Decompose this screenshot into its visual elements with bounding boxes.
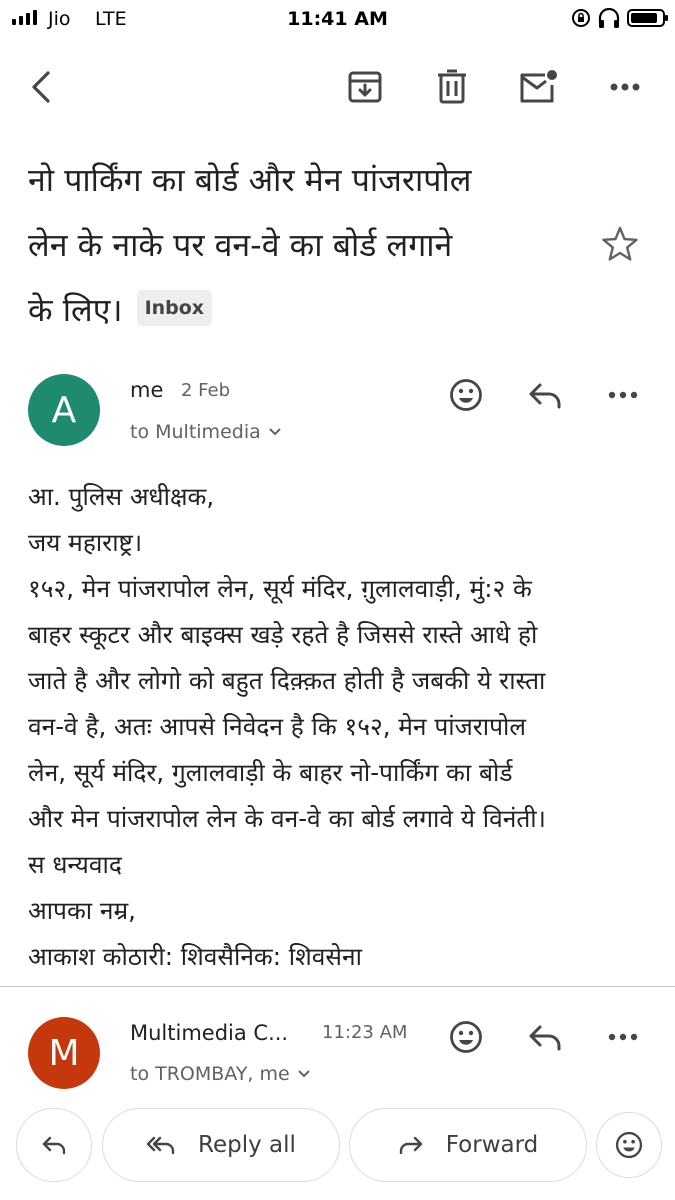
star-button[interactable] bbox=[598, 222, 642, 266]
back-button[interactable] bbox=[16, 62, 66, 112]
inbox-label-chip[interactable]: Inbox bbox=[137, 290, 213, 326]
body-line: जय महाराष्ट्र। bbox=[28, 528, 143, 557]
chevron-down-icon bbox=[267, 426, 283, 438]
subject-line: लेन के नाके पर वन-वे का बोर्ड लगाने bbox=[28, 226, 453, 264]
body-line: आकाश कोठारी: शिवसैनिक: शिवसेना bbox=[28, 942, 362, 971]
recipients-toggle[interactable] bbox=[130, 1063, 312, 1085]
status-bar bbox=[0, 0, 675, 38]
reply-icon bbox=[41, 1135, 67, 1155]
body-line: आपका नम्र, bbox=[28, 896, 136, 925]
network-type: LTE bbox=[95, 8, 127, 30]
body-line: जाते है और लोगो को बहुत दिक़्क़त होती है जबकी ये रास्ता bbox=[28, 666, 546, 695]
more-horizontal-icon bbox=[607, 390, 639, 400]
avatar[interactable]: M bbox=[28, 1017, 100, 1089]
chevron-down-icon bbox=[296, 1068, 312, 1080]
recipients-text: to TROMBAY, me bbox=[130, 1063, 290, 1085]
orientation-lock-icon bbox=[571, 8, 591, 28]
mark-unread-icon bbox=[518, 69, 558, 105]
arrow-back-icon bbox=[26, 69, 56, 105]
body-line: वन-वे है, अतः आपसे निवेदन है कि १५२, मेन पांजरापोल bbox=[28, 712, 526, 741]
star-icon bbox=[601, 226, 639, 262]
delete-button[interactable] bbox=[427, 62, 477, 112]
message-body bbox=[28, 474, 658, 980]
message-time: 11:23 AM bbox=[322, 1022, 408, 1043]
react-emoji-button[interactable] bbox=[443, 1014, 489, 1060]
message-more-button[interactable] bbox=[600, 1014, 646, 1060]
mark-unread-button[interactable] bbox=[513, 62, 563, 112]
message-divider bbox=[0, 986, 675, 987]
react-emoji-button[interactable] bbox=[443, 372, 489, 418]
body-line: स धन्यवाद bbox=[28, 850, 122, 879]
reply-button[interactable] bbox=[522, 1014, 568, 1060]
more-horizontal-icon bbox=[609, 82, 641, 92]
archive-icon bbox=[347, 69, 383, 105]
body-line: १५२, मेन पांजरापोल लेन, सूर्य मंदिर, ग़ुलालवाड़ी, मुं:२ के bbox=[28, 574, 532, 603]
battery-icon bbox=[627, 9, 665, 27]
body-line: बाहर स्कूटर और बाइक्स खड़े रहते है जिससे रास्ते आधे हो bbox=[28, 620, 538, 649]
emoji-icon bbox=[615, 1131, 643, 1159]
status-time: 11:41 AM bbox=[287, 8, 388, 30]
message-date: 2 Feb bbox=[181, 380, 231, 401]
trash-icon bbox=[436, 69, 468, 105]
archive-button[interactable] bbox=[340, 62, 390, 112]
headphones-icon bbox=[597, 8, 621, 28]
reply-icon bbox=[527, 1023, 563, 1051]
more-options-button[interactable] bbox=[600, 62, 650, 112]
recipients-toggle[interactable] bbox=[130, 421, 283, 443]
body-line: आ. पुलिस अधीक्षक, bbox=[28, 482, 215, 511]
forward-label: Forward bbox=[445, 1132, 539, 1158]
forward-button[interactable] bbox=[349, 1108, 587, 1182]
message-more-button[interactable] bbox=[600, 372, 646, 418]
body-line: और मेन पांजरापोल लेन के वन-वे का बोर्ड लगावे ये विनंती। bbox=[28, 804, 546, 833]
more-horizontal-icon bbox=[607, 1032, 639, 1042]
subject-line: के लिए। bbox=[28, 291, 123, 329]
reply-icon bbox=[527, 381, 563, 409]
subject-line: नो पार्किंग का बोर्ड और मेन पांजरापोल bbox=[28, 161, 472, 199]
sender-name: Multimedia C... bbox=[130, 1021, 289, 1045]
emoji-icon bbox=[449, 1020, 483, 1054]
recipients-text: to Multimedia bbox=[130, 421, 261, 443]
emoji-icon bbox=[449, 378, 483, 412]
reply-button[interactable] bbox=[522, 372, 568, 418]
carrier-name: Jio bbox=[48, 8, 71, 30]
reply-all-label: Reply all bbox=[198, 1132, 296, 1158]
avatar[interactable]: A bbox=[28, 374, 100, 446]
reply-all-button[interactable] bbox=[102, 1108, 340, 1182]
email-subject bbox=[28, 148, 588, 343]
sender-name: me bbox=[130, 378, 164, 402]
react-emoji-action-button[interactable] bbox=[596, 1112, 662, 1178]
reply-all-icon bbox=[146, 1135, 176, 1155]
forward-icon bbox=[398, 1135, 424, 1155]
reply-action-button[interactable] bbox=[16, 1108, 92, 1182]
body-line: लेन, सूर्य मंदिर, गुलालवाड़ी के बाहर नो-पार्किंग का बोर्ड bbox=[28, 758, 513, 787]
